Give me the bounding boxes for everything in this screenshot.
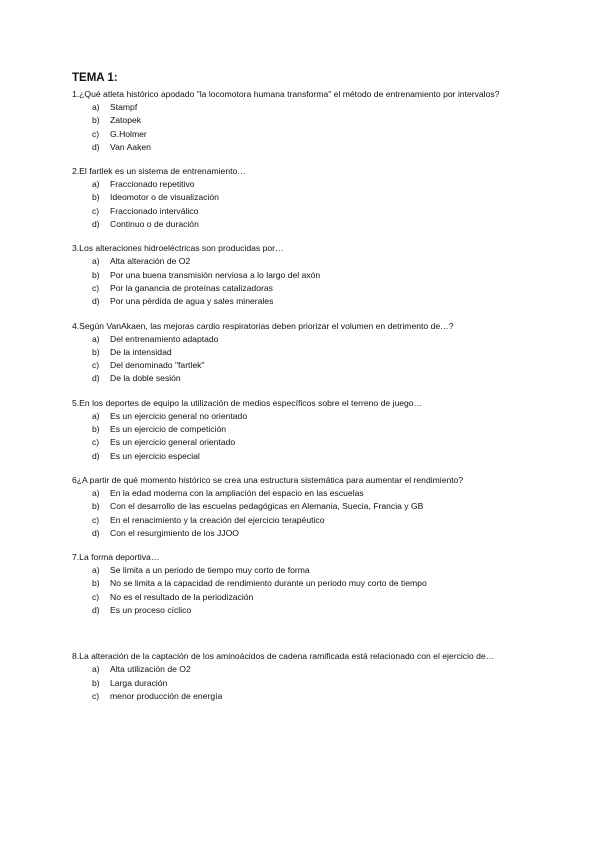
option: d) Es un proceso cíclico	[92, 605, 192, 616]
option: d) Con el resurgimiento de los JJOO	[92, 527, 239, 538]
option: c) menor producción de energía	[92, 690, 223, 701]
question-5	[72, 397, 532, 463]
option: c) Del denominado "fartlek"	[92, 360, 205, 371]
option: b) De la intensidad	[92, 346, 172, 357]
option: a) Es un ejercicio general no orientado	[92, 410, 248, 421]
option: a) Del entrenamiento adaptado	[92, 333, 219, 344]
question-text: 1.¿Qué atleta histórico apodado "la locomotora humana transforma" el método de entrenamiento por intervalos?	[72, 89, 500, 99]
option: a) Se limita a un periodo de tiempo muy corto de forma	[92, 565, 310, 576]
option: b) Es un ejercicio de competición	[92, 424, 227, 435]
question-text: 2.El fartlek es un sistema de entrenamiento…	[72, 166, 246, 177]
question-text: 8.La alteración de la captación de los aminoácidos de cadena ramificada está relacionado con el ejercicio de…	[72, 651, 495, 662]
option: a) Fraccionado repetitivo	[92, 179, 195, 190]
question-8	[72, 650, 532, 703]
option: d) Por una pérdida de agua y sales minerales	[92, 296, 274, 307]
option: d) Van Aaken	[92, 141, 151, 152]
question-text: 7.La forma deportiva…	[72, 552, 160, 563]
question-text: 5.En los deportes de equipo la utilización de medios específicos sobre el terreno de juego…	[72, 397, 423, 408]
question-1	[72, 88, 532, 154]
option: b) Por una buena transmisión nerviosa a lo largo del axón	[92, 269, 321, 280]
question-6	[72, 474, 532, 540]
option: b) Zatopek	[92, 115, 142, 126]
question-3	[72, 242, 532, 308]
question-text: 6¿A partir de qué momento histórico se crea una estructura sistemática para aumentar el rendimiento?	[72, 474, 464, 485]
option: b) Ideomotor o de visualización	[92, 192, 219, 203]
option: d) De la doble sesión	[92, 373, 181, 384]
option: c) G.Holmer	[92, 128, 147, 139]
option: c) Es un ejercicio general orientado	[92, 437, 236, 448]
question-text: 4.Según VanAkaen, las mejoras cardio respiratorias deben priorizar el volumen en detrimento de…?	[72, 320, 454, 331]
option: b) Con el desarrollo de las escuelas pedagógicas en Alemania, Suecia, Francia y GB	[92, 501, 424, 512]
option: a) Stampf	[92, 102, 138, 112]
option: b) No se limita a la capacidad de rendimiento durante un periodo muy corto de tiempo	[92, 578, 427, 589]
question-text: 3.Los alteraciones hidroeléctricas son producidas por…	[72, 243, 284, 254]
question-4	[72, 320, 532, 386]
exam-document	[72, 71, 532, 714]
option: a) En la edad moderna con la ampliación del espacio en las escuelas	[92, 487, 364, 498]
option: c) Por la ganancia de proteínas catalizadoras	[92, 282, 273, 293]
option: c) En el renacimiento y la creación del ejercicio terapéutico	[92, 514, 325, 525]
option: a) Alta alteración de O2	[92, 256, 191, 267]
option: c) No es el resultado de la periodización	[92, 591, 254, 602]
question-7	[72, 551, 532, 617]
option: b) Larga duración	[92, 677, 168, 688]
question-2	[72, 165, 532, 231]
option: d) Continuo o de duración	[92, 219, 199, 230]
page-title: TEMA 1:	[72, 72, 118, 84]
option: c) Fraccionado interválico	[92, 205, 199, 216]
option: a) Alta utilización de O2	[92, 664, 191, 675]
option: d) Es un ejercicio especial	[92, 450, 200, 461]
